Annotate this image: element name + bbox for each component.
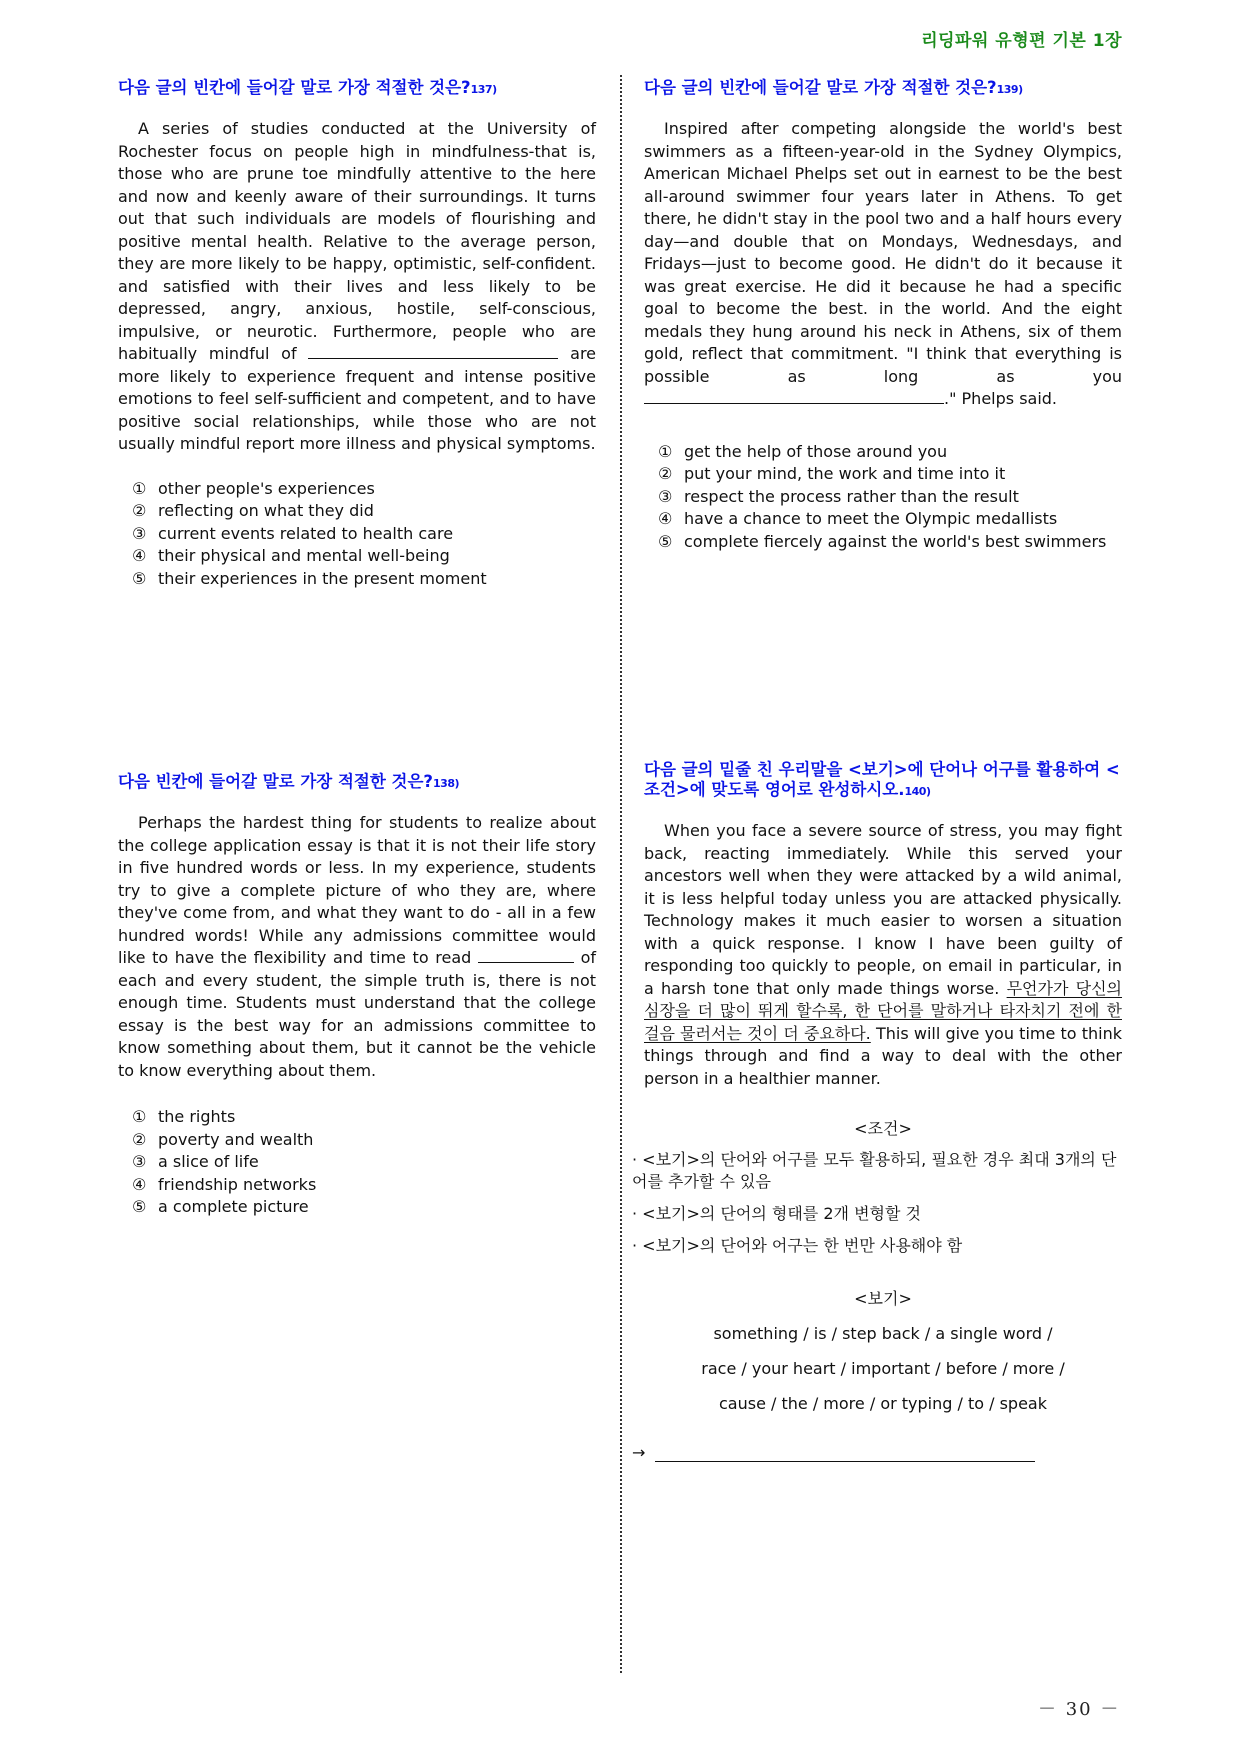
choice-4[interactable]: ④ their physical and mental well-being [132, 546, 450, 565]
question-title: 다음 빈칸에 들어갈 말로 가장 적절한 것은?138) [118, 772, 460, 791]
choice-1[interactable]: ① get the help of those around you [658, 441, 948, 461]
answer-rule[interactable] [655, 1449, 1035, 1462]
choice-2[interactable]: ② reflecting on what they did [132, 501, 374, 520]
answer-field[interactable] [632, 1443, 1122, 1462]
choice-1[interactable]: ① the rights [132, 1107, 236, 1126]
book-header: 리딩파워 유형편 기본 1장 [921, 31, 1122, 51]
arrow-icon: → [632, 1443, 646, 1462]
bogi-words: cause / the / more / or typing / to / speak [719, 1394, 1047, 1413]
bogi-box [644, 1281, 1122, 1421]
choice-list [118, 478, 596, 591]
choice-4[interactable]: ④ friendship networks [132, 1174, 317, 1194]
passage: Perhaps the hardest thing for students to realize about the college application essay is that it is not their life story in five hundred words or less. In my experience, students try to give a complete picture of who they are, where they've come from, and what they want to do - all in a few hundred words! While any admissions committee would like to have the flexibility and time to read of each and every student, the simple truth is, there is not enough time. Students must understand that the college essay is the best way for an admissions committee to know something about them, but it cannot be the vehicle to know everything about them. [118, 813, 597, 1080]
answer-blank [308, 344, 558, 359]
condition-item: · <보기>의 단어와 어구를 모두 활용하되, 필요한 경우 최대 3개의 단어를 추가할 수 있음 [632, 1150, 1117, 1191]
page-number: － 30 － [1038, 1699, 1121, 1720]
question-title: 다음 글의 빈칸에 들어갈 말로 가장 적절한 것은?139) [644, 78, 1023, 97]
choice-3[interactable]: ③ current events related to health care [132, 523, 454, 543]
question-138 [118, 772, 596, 1219]
question-title: 다음 글의 빈칸에 들어갈 말로 가장 적절한 것은?137) [118, 78, 497, 97]
question-title: 다음 글의 밑줄 친 우리말을 <보기>에 단어나 어구를 활용하여 <조건>에 맞도록 영어로 완성하시오.140) [644, 760, 1120, 799]
choice-5[interactable]: ⑤ a complete picture [132, 1197, 309, 1216]
choice-2[interactable]: ② put your mind, the work and time into it [658, 464, 1006, 483]
column-divider [620, 75, 622, 1673]
passage: Inspired after competing alongside the world's best swimmers as a fifteen-year-old in the Sydney Olympics, American Michael Phelps set out in earnest to be the best all-around swimmer four years later in Athens. To get there, he didn't stay in the pool two and a half hours every day—and double that on Mondays, Wednesdays, and Fridays—just to become good. He didn't do it because it was great exercise. He did it because he had a specific goal to become the best. in the world. And the eight medals they hung around his neck in Athens, six of them gold, reflect that commitment. "I think that everything is possible as long as you ." Phelps said. [644, 119, 1122, 408]
condition-item: · <보기>의 단어의 형태를 2개 변형할 것 [632, 1204, 921, 1223]
choice-2[interactable]: ② poverty and wealth [132, 1129, 314, 1149]
answer-blank [644, 389, 944, 404]
passage: When you face a severe source of stress, you may fight back, reacting immediately. While this served your ancestors well when they were attacked by a wild animal, it is less helpful today unless you are attacked physically. Technology makes it much easier to worsen a situation with a quick response. I know I have been guilty of responding too quickly to people, on email in particular, in a harsh tone that only made things worse. 무언가가 당신의 심장을 더 많이 뛰게 할수록, 한 단어를 말하거나 타자치기 전에 한 걸음 물러서는 것이 더 중요하다. This will give you time to think things through and find a way to deal with the other person in a healthier manner. [644, 821, 1123, 1088]
choice-5[interactable]: ⑤ their experiences in the present moment [132, 568, 487, 588]
conditions-box [632, 1116, 1122, 1257]
choice-3[interactable]: ③ respect the process rather than the result [658, 486, 1019, 506]
question-137 [118, 78, 596, 590]
choice-list [644, 441, 1122, 554]
question-140 [632, 760, 1123, 1462]
bogi-title: <보기> [854, 1289, 912, 1308]
passage: A series of studies conducted at the University of Rochester focus on people high in mindfulness-that is, those who are prune toe mindfully attentive to the here and now and keenly aware of their surroundings. It turns out that such individuals are models of flourishing and positive mental health. Relative to the average person, they are more likely to be happy, optimistic, self-confident. and satisfied with their lives and less likely to be depressed, angry, anxious, hostile, self-conscious, impulsive, or neurotic. Furthermore, people who are habitually mindful of are more likely to experience frequent and intense positive emotions to feel self-sufficient and competent, and to have positive social relationships, while those who are not usually mindful report more illness and physical symptoms. [118, 119, 597, 453]
bogi-words: race / your heart / important / before / more / [701, 1359, 1065, 1378]
choice-3[interactable]: ③ a slice of life [132, 1152, 259, 1171]
bogi-words: something / is / step back / a single word / [713, 1324, 1053, 1343]
choice-1[interactable]: ① other people's experiences [132, 478, 375, 498]
underlined-korean-sentence: 무언가가 당신의 심장을 더 많이 뛰게 할수록, 한 단어를 말하거나 타자치기 전에 한 걸음 물러서는 것이 더 중요하다. [644, 978, 1123, 1043]
choice-list [118, 1106, 596, 1219]
choice-4[interactable]: ④ have a chance to meet the Olympic medallists [658, 509, 1058, 528]
question-139 [644, 78, 1122, 553]
conditions-title: <조건> [854, 1119, 912, 1138]
choice-5[interactable]: ⑤ complete fiercely against the world's best swimmers [658, 531, 1107, 551]
condition-item: · <보기>의 단어와 어구는 한 번만 사용해야 함 [632, 1236, 963, 1255]
answer-blank [478, 948, 574, 963]
